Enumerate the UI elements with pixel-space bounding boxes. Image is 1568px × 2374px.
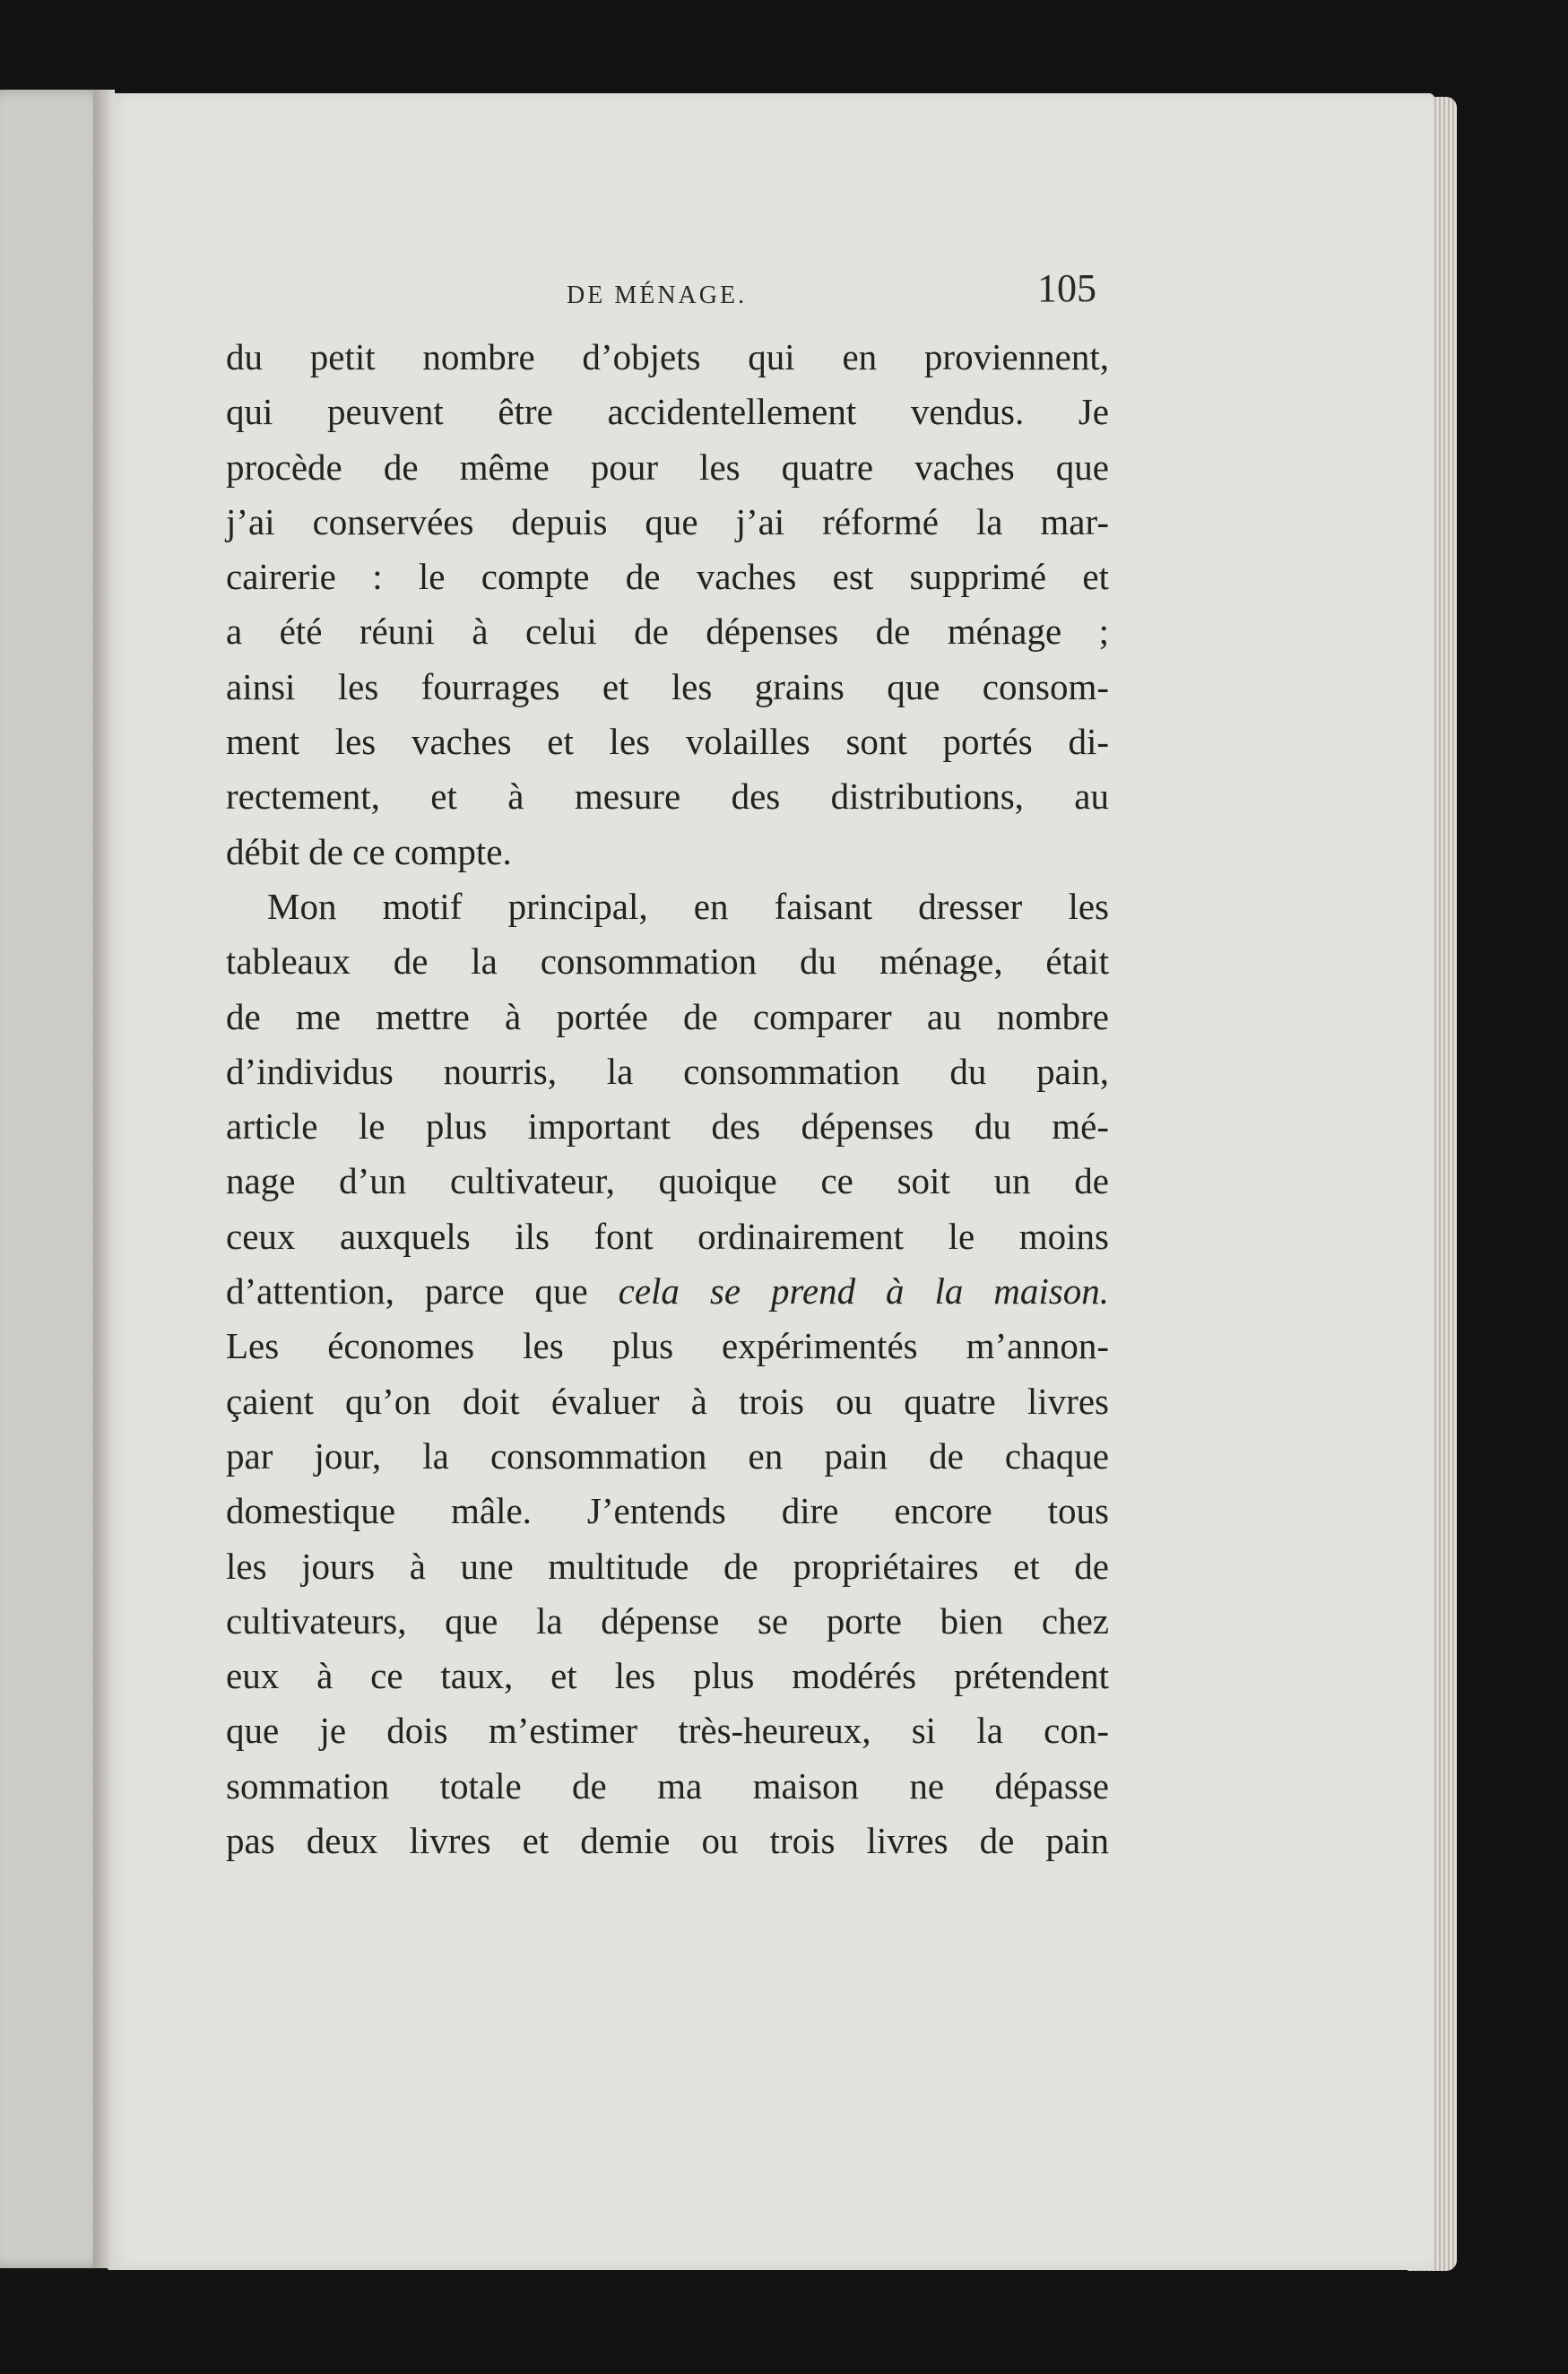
- text-line: tableaux de la consommation du ménage, était: [226, 940, 1109, 983]
- text-line: j’ai conservées depuis que j’ai réformé la mar-: [226, 500, 1109, 542]
- book-gutter: [93, 90, 115, 2268]
- text-line: de me mettre à portée de comparer au nombre: [226, 995, 1109, 1037]
- text-line: d’individus nourris, la consommation du pain,: [226, 1050, 1109, 1092]
- text-line: que je dois m’estimer très-heureux, si la con-: [226, 1710, 1109, 1752]
- text-line: domestique mâle. J’entends dire encore tous: [226, 1490, 1109, 1532]
- text-line: procède de même pour les quatre vaches que: [226, 446, 1109, 488]
- text-line: pas deux livres et demie ou trois livres de pain: [226, 1820, 1109, 1862]
- paragraph-start-line: Mon motif principal, en faisant dresser les: [267, 885, 1109, 927]
- page-number: 105: [1037, 266, 1096, 310]
- text-line: par jour, la consommation en pain de chaque: [226, 1434, 1109, 1477]
- italic-phrase: cela se prend à la maison.: [618, 1270, 1110, 1313]
- text-line: ceux auxquels ils font ordinairement le moins: [226, 1215, 1109, 1257]
- text-line: Les économes les plus expérimentés m’annon-: [226, 1325, 1109, 1367]
- text-line: nage d’un cultivateur, quoique ce soit un de: [226, 1160, 1109, 1202]
- facing-page-edge: [0, 90, 106, 2268]
- text-line-with-italic: [226, 1264, 1109, 1319]
- text-line: qui peuvent être accidentellement vendus. Je: [226, 391, 1109, 433]
- text-line: les jours à une multitude de propriétaires et de: [226, 1545, 1109, 1587]
- text-line: rectement, et à mesure des distributions, au: [226, 775, 1109, 818]
- running-head: DE MÉNAGE.: [567, 282, 748, 309]
- text-line: cairerie : le compte de vaches est supprimé et: [226, 556, 1109, 598]
- text-line: a été réuni à celui de dépenses de ménage ;: [226, 611, 1109, 653]
- text-line: eux à ce taux, et les plus modérés prétendent: [226, 1655, 1109, 1697]
- text-line: cultivateurs, que la dépense se porte bien chez: [226, 1599, 1109, 1642]
- text-line: du petit nombre d’objets qui en proviennent,: [226, 336, 1109, 377]
- text-line: ment les vaches et les volailles sont portés di-: [226, 721, 1109, 763]
- text-line: çaient qu’on doit évaluer à trois ou quatre livres: [226, 1380, 1109, 1422]
- text-line: article le plus important des dépenses du mé-: [226, 1105, 1109, 1148]
- text-line: sommation totale de ma maison ne dépasse: [226, 1764, 1109, 1806]
- body-text: [226, 330, 1109, 1868]
- paragraph-end-line: débit de ce compte.: [226, 830, 512, 872]
- text-line: ainsi les fourrages et les grains que consom-: [226, 665, 1109, 707]
- roman-text: d’attention, parce que: [226, 1270, 619, 1313]
